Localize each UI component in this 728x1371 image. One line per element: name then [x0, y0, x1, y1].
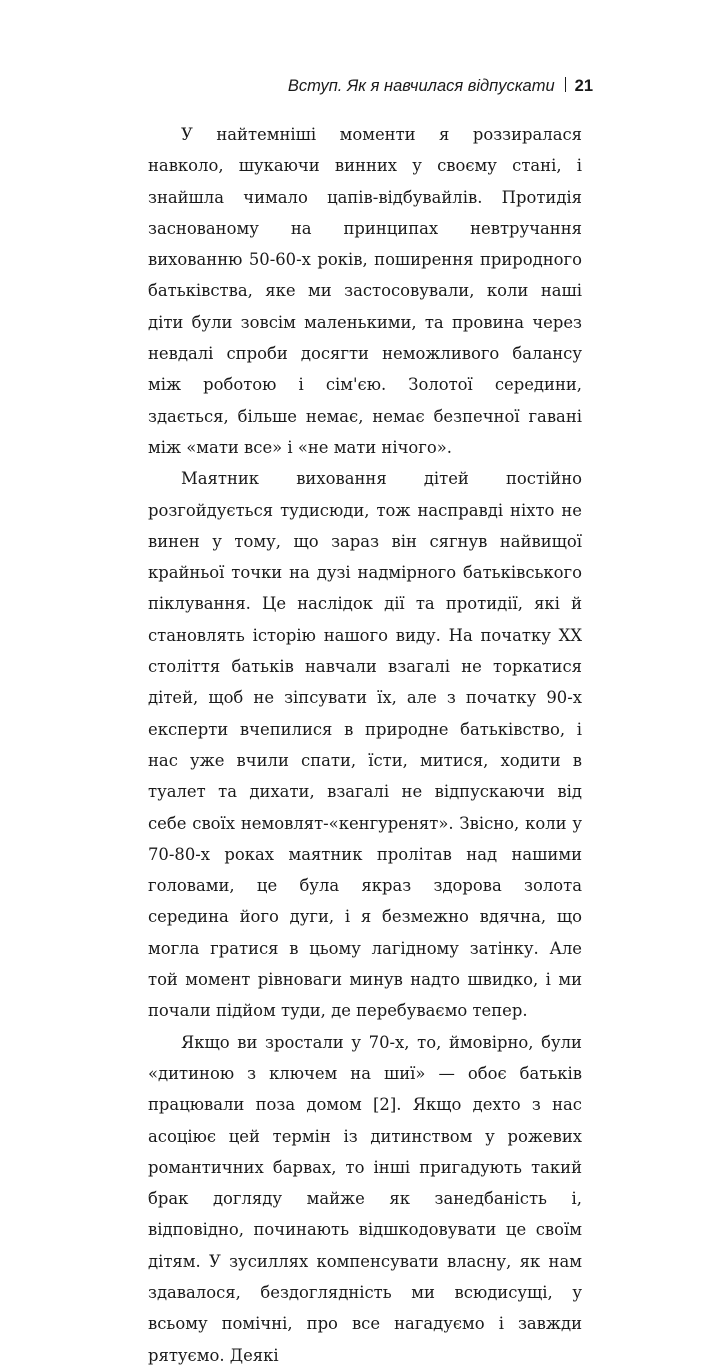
chapter-title: Вступ. Як я навчилася відпускати: [287, 77, 555, 95]
body-text: [148, 119, 582, 1371]
running-header: [288, 76, 593, 96]
page-number: 21: [574, 77, 593, 95]
paragraph-1: У найтемніші моменти я роззиралася навколо, шукаючи винних у своєму стані, і знайшла чимало цапів-відбувайлів. Протидія заснованому на принципах невтручання вихованню 50-60-х років, поширення природного батьківства, яке ми застосовували, коли наші діти були зовсім маленькими, та провина через невдалі спроби досягти неможливого балансу між роботою і сім'єю. Золотої середини, здається, більше немає, немає безпечної гавані між «мати все» і «не мати нічого».: [148, 125, 582, 457]
paragraph-3: Якщо ви зростали у 70-х, то, ймовірно, були «дитиною з ключем на шиї» — обоє батьків працювали поза домом [2]. Якщо дехто з нас асоціює цей термін із дитинством у рожевих романтичних барвах, то інші пригадують такий брак догляду майже як занедбаність і, відповідно, починають відшкодовувати це своїм дітям. У зусиллях компенсувати власну, як нам здавалося, бездоглядність ми всюдисущі, у всьому помічні, про все нагадуємо і завжди рятуємо. Деякі: [148, 1032, 582, 1365]
paragraph-2: Маятник виховання дітей постійно розгойдується тудисюди, тож насправді ніхто не винен у тому, що зараз він сягнув найвищої крайньої точки на дузі надмірного батьківського піклування. Це наслідок дії та протидії, які й становлять історію нашого виду. На початку XX століття батьків навчали взагалі не торкатися дітей, щоб не зіпсувати їх, але з початку 90-х експерти вчепилися в природне батьківство, і нас уже вчили спати, їсти, митися, ходити в туалет та дихати, взагалі не відпускаючи від себе своїх немовлят-«кенгуренят». Звісно, коли у 70-80-х роках маятник пролітав над нашими головами, це була якраз здорова золота середина його дуги, і я безмежно вдячна, що могла гратися в цьому лагідному затінку. Але той момент рівноваги минув надто швидко, і ми почали підйом туди, де перебуваємо тепер.: [148, 469, 582, 1021]
header-divider: [565, 77, 566, 92]
